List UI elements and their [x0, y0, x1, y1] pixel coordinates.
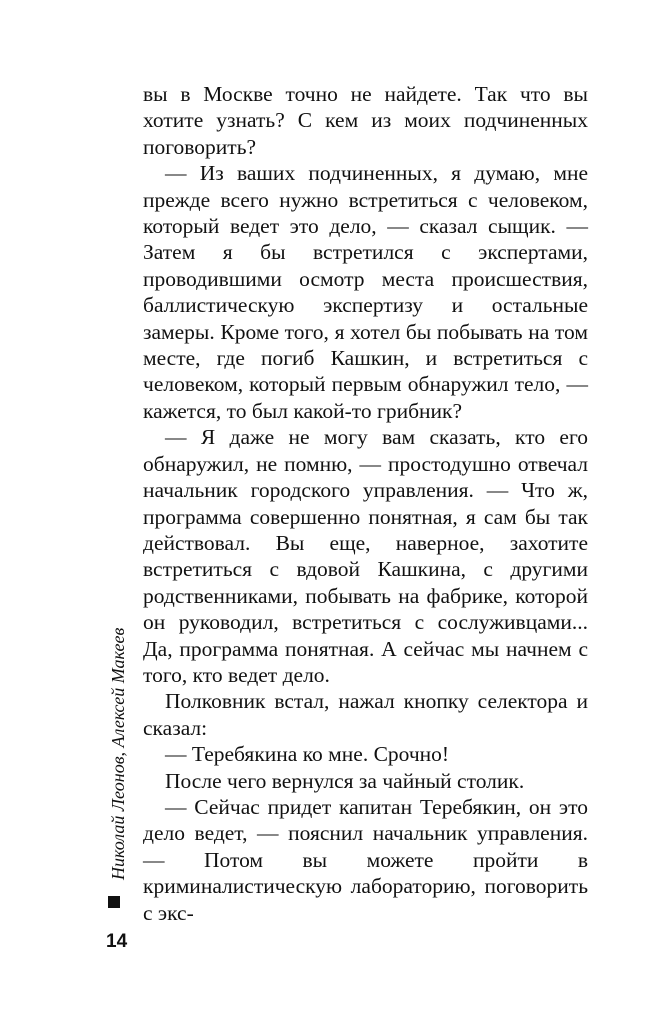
body-text [143, 81, 588, 926]
paragraph-1: вы в Москве точно не найдете. Так что вы хотите узнать? С кем из моих подчиненных поговорить? [143, 82, 588, 159]
page-number: 14 [106, 931, 128, 952]
header-square-marker [108, 896, 120, 908]
paragraph-4: Полковник встал, нажал кнопку селектора и сказал: [143, 689, 588, 740]
paragraph-2: — Из ваших подчиненных, я думаю, мне прежде всего нужно встретиться с человеком, который ведет это дело, — сказал сыщик. — Затем я бы встретился с экспертами, проводившими осмотр места происшествия, баллистическую экспертизу и остальные замеры. Кроме того, я хотел бы побывать на том месте, где погиб Кашкин, и встретиться с человеком, который первым обнаружил тело, — кажется, то был какой-то грибник? [143, 161, 588, 423]
paragraph-3: — Я даже не могу вам сказать, кто его обнаружил, не помню, — простодушно отвечал начальник городского управления. — Что ж, программа совершенно понятная, я сам бы так действовал. Вы еще, наверное, захотите встретиться с вдовой Кашкина, с другими родственниками, побывать на фабрике, которой он руководил, встретиться с сослуживцами... Да, программа понятная. А сейчас мы начнем с того, кто ведет дело. [143, 425, 588, 687]
paragraph-7: — Сейчас придет капитан Теребякин, он это дело ведет, — пояснил начальник управления. — Потом вы можете пройти в криминалистическую лабораторию, поговорить с экс- [143, 794, 588, 925]
running-header-authors: Николай Леонов, Алексей Макеев [108, 627, 128, 880]
paragraph-6: После чего вернулся за чайный столик. [165, 768, 525, 793]
paragraph-5: — Теребякина ко мне. Срочно! [165, 742, 450, 767]
